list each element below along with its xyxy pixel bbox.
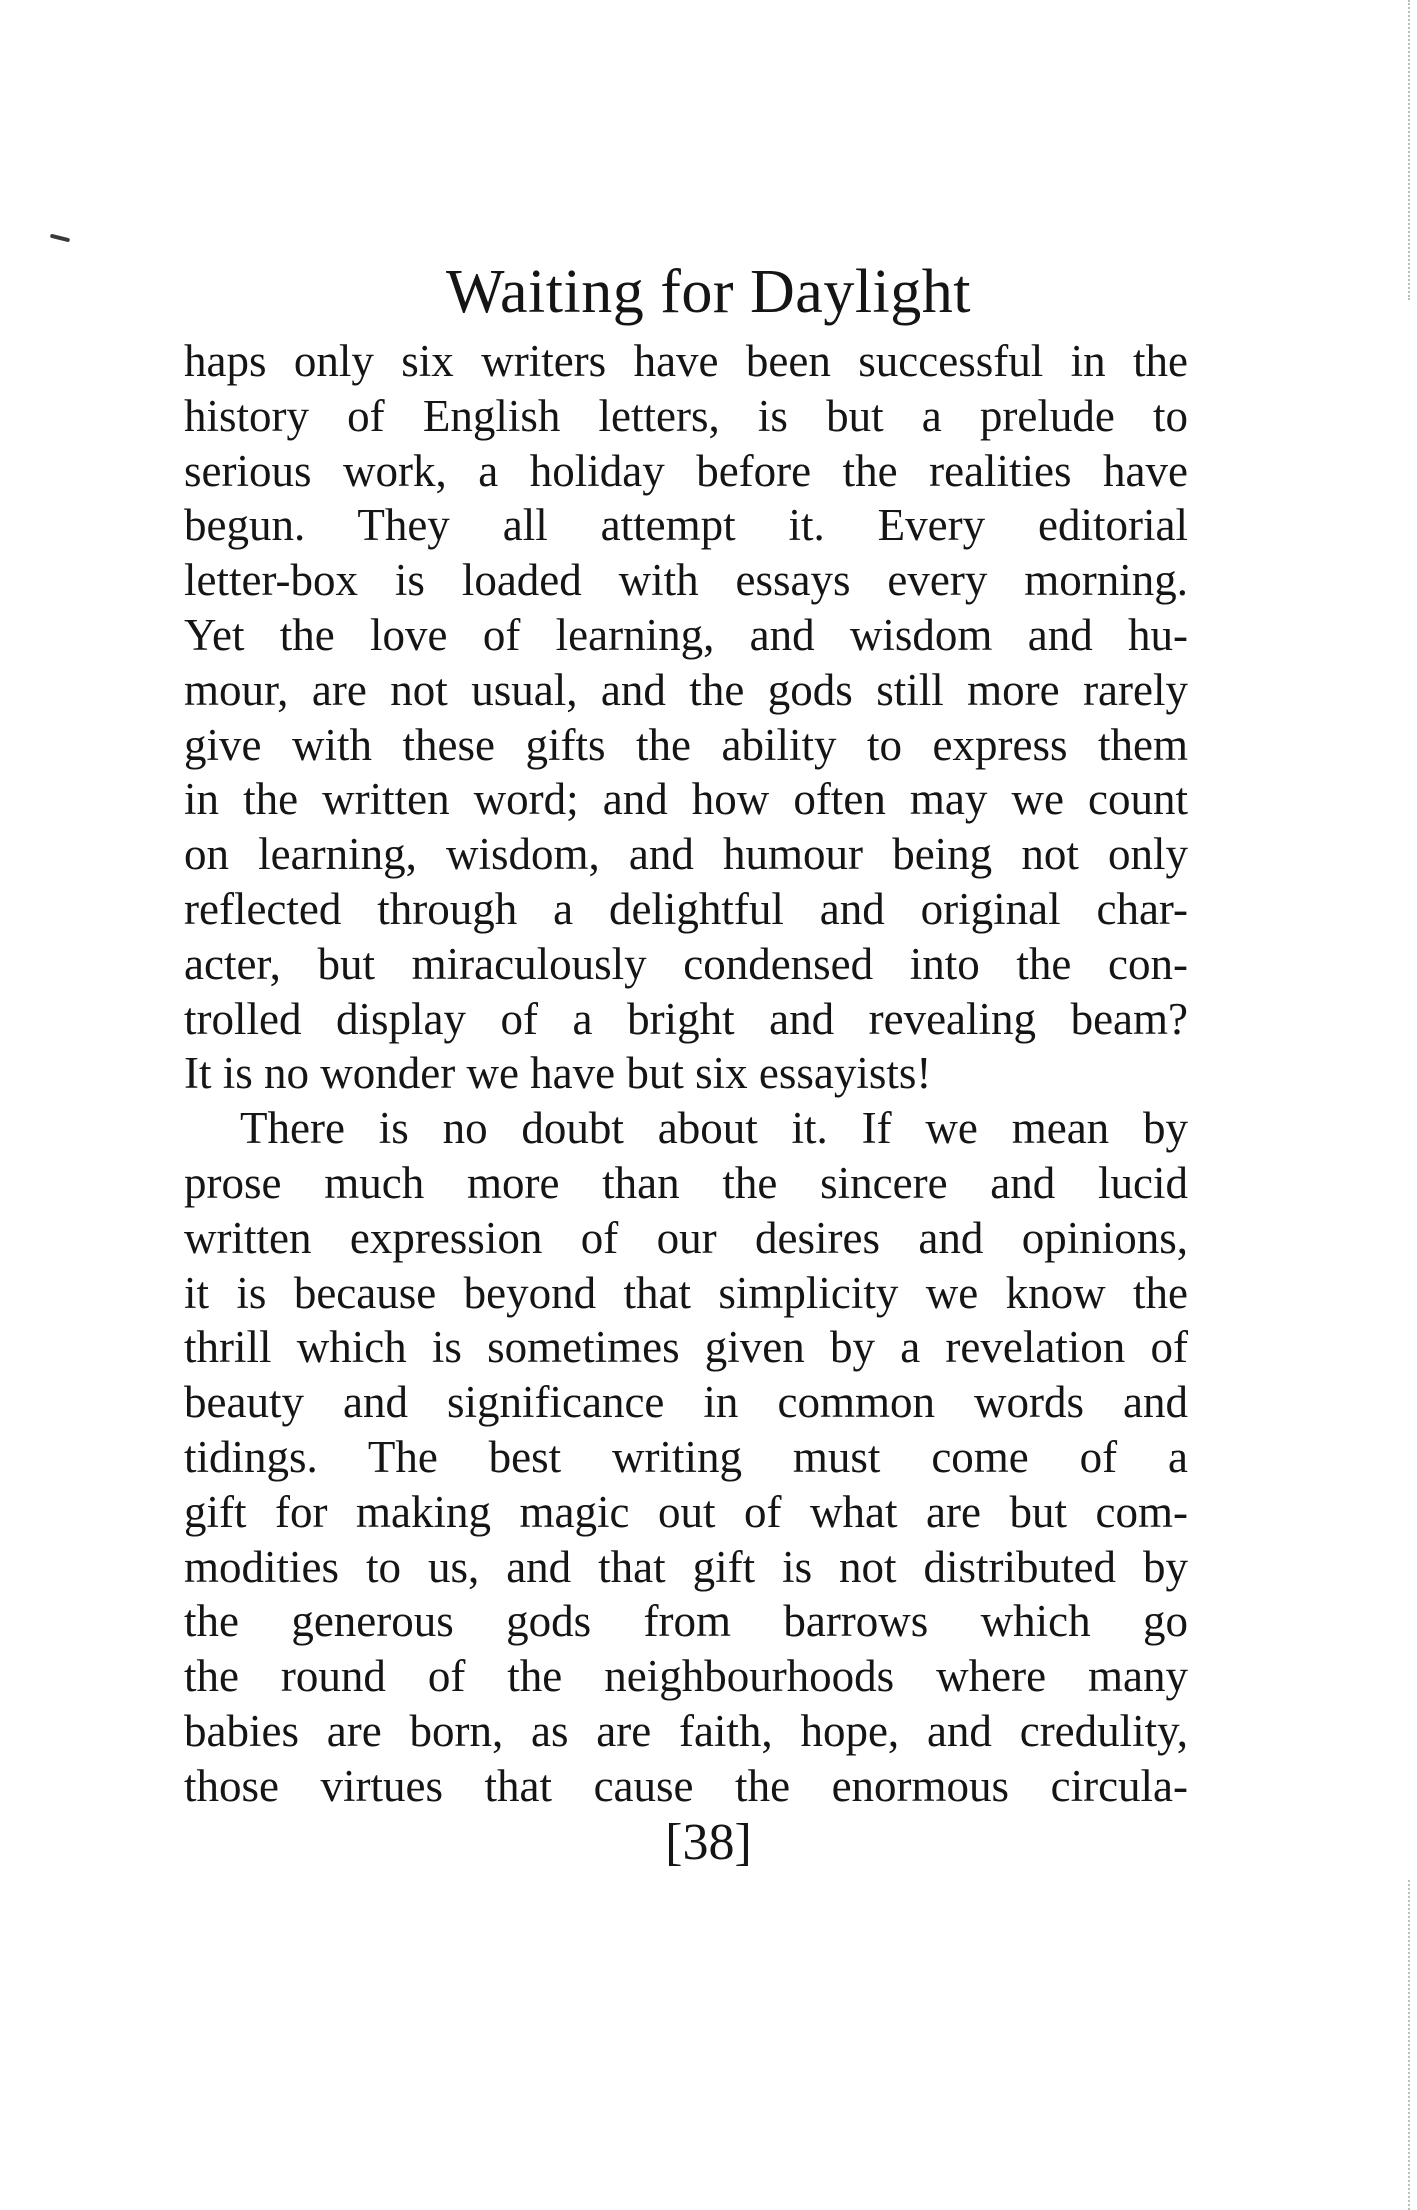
paragraph [184, 334, 1188, 1101]
text-line: written expression of our desires and opinions, [184, 1212, 1188, 1263]
text-line: history of English letters, is but a prelude to [184, 390, 1188, 441]
text-line: Yet the love of learning, and wisdom and hu- [184, 609, 1188, 660]
text-line: modities to us, and that gift is not distributed by [184, 1541, 1188, 1592]
text-line: babies are born, as are faith, hope, and credulity, [184, 1705, 1188, 1756]
text-line: beauty and significance in common words and [184, 1377, 1188, 1428]
text-line: haps only six writers have been successful in the [184, 336, 1188, 386]
page-number: [38] [665, 1814, 752, 1871]
text-line: letter-box is loaded with essays every morning. [184, 555, 1188, 606]
body-text [184, 334, 1188, 1814]
text-line: trolled display of a bright and revealing beam? [184, 993, 1188, 1044]
text-line: prose much more than the sincere and lucid [184, 1157, 1188, 1208]
page-edge-shadow-bottom [1408, 1880, 1413, 2210]
text-line: it is because beyond that simplicity we know the [184, 1267, 1188, 1318]
text-line: give with these gifts the ability to express them [184, 719, 1188, 770]
text-line: acter, but miraculously condensed into the con- [184, 938, 1188, 989]
text-line: gift for making magic out of what are but com- [184, 1486, 1188, 1537]
text-line: those virtues that cause the enormous circula- [184, 1760, 1188, 1811]
running-head: Waiting for Daylight [445, 258, 971, 326]
text-line: serious work, a holiday before the realities have [184, 445, 1188, 496]
text-line: on learning, wisdom, and humour being not only [184, 829, 1188, 880]
text-line: in the written word; and how often may we count [184, 774, 1188, 825]
text-line: the round of the neighbourhoods where many [184, 1651, 1188, 1702]
text-line: begun. They all attempt it. Every editorial [184, 500, 1188, 551]
paragraph [184, 1101, 1188, 1813]
text-line: reflected through a delightful and original char- [184, 883, 1188, 934]
text-line: mour, are not usual, and the gods still more rarely [184, 664, 1188, 715]
text-line: There is no doubt about it. If we mean by [240, 1103, 1188, 1154]
text-line: the generous gods from barrows which go [184, 1596, 1188, 1647]
text-line: thrill which is sometimes given by a revelation of [184, 1322, 1188, 1373]
text-line: It is no wonder we have but six essayists! [184, 1048, 932, 1099]
text-line: tidings. The best writing must come of a [184, 1431, 1188, 1482]
ink-speck [50, 234, 70, 243]
